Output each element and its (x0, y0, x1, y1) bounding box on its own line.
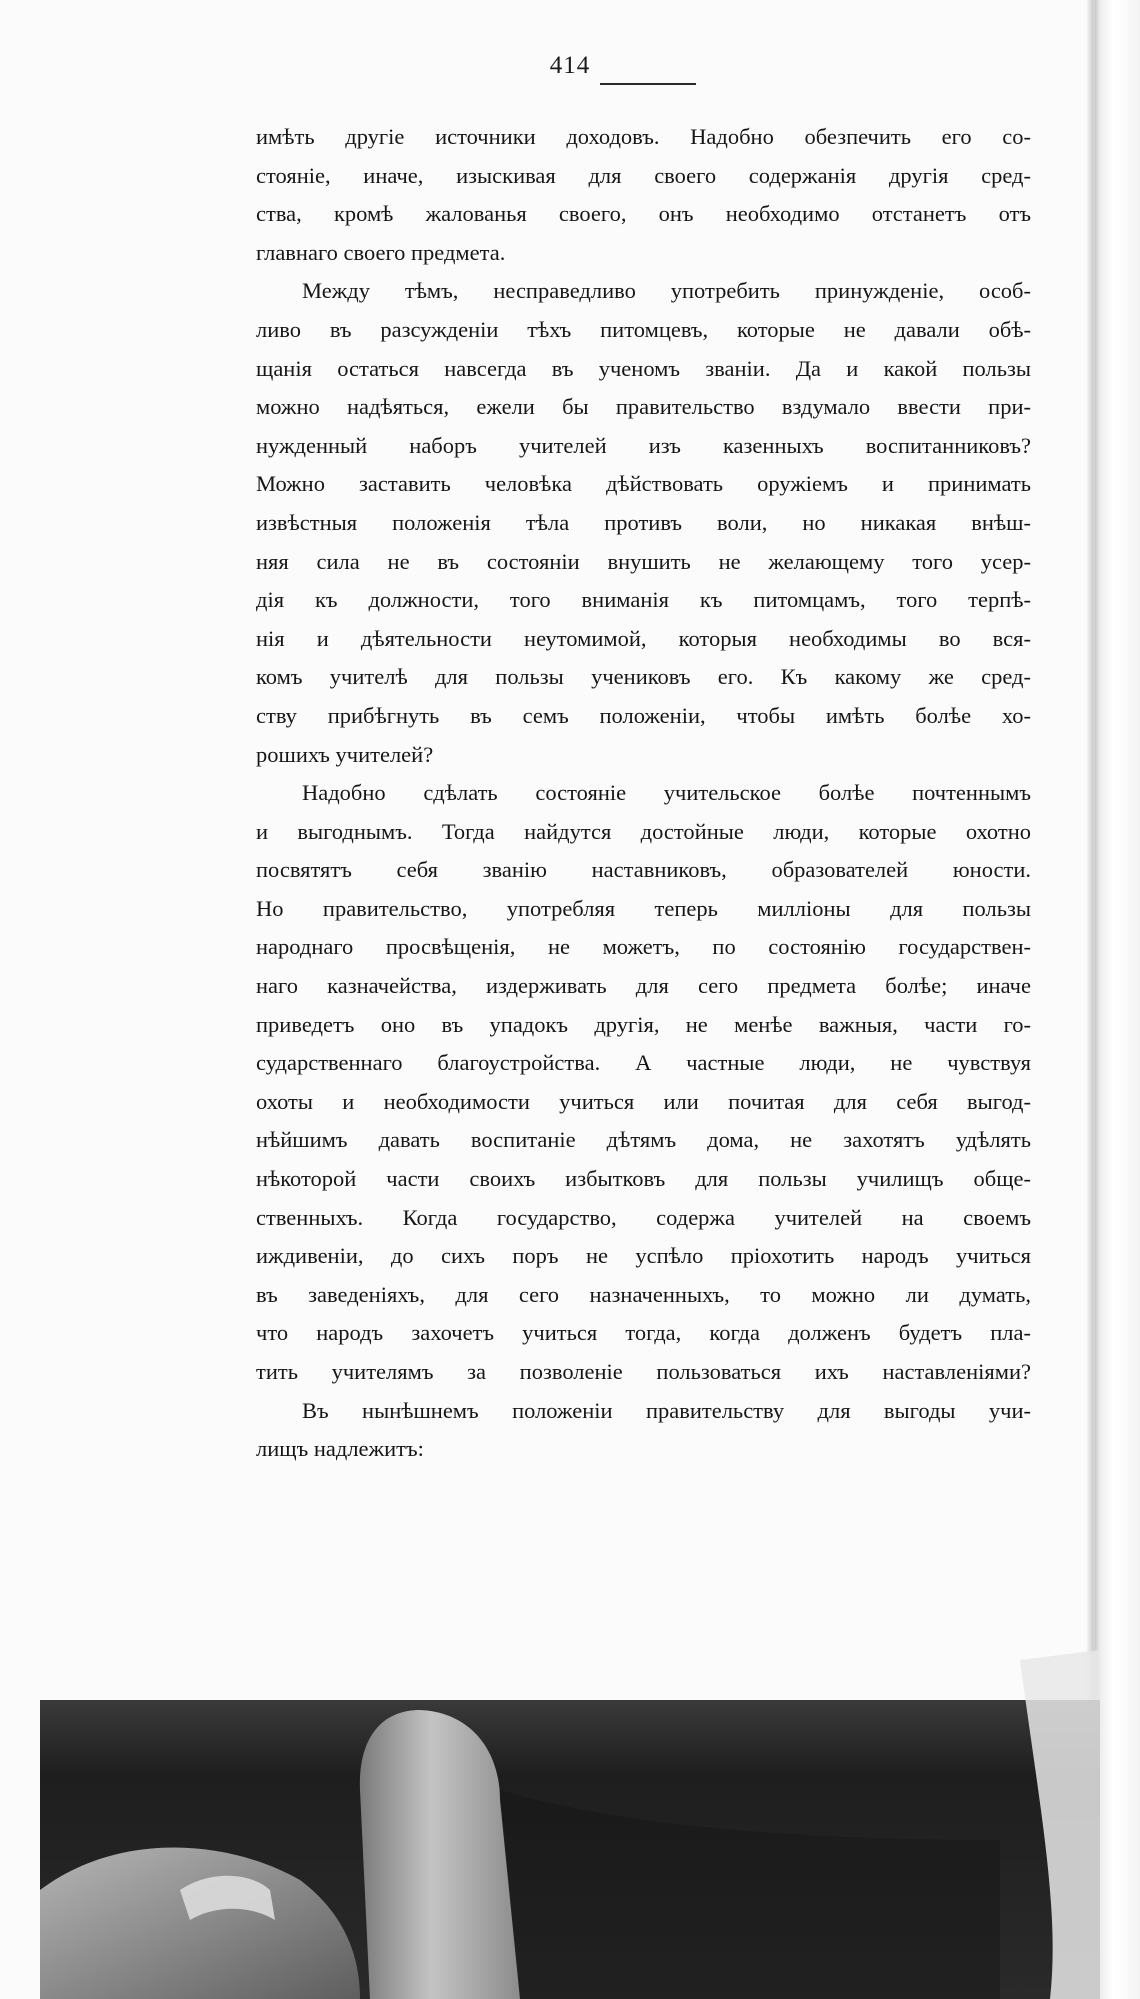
text-line: нѣйшимъ давать воспитаніе дѣтямъ дома, не захотятъ удѣлять (256, 1127, 1031, 1153)
text-line: Между тѣмъ, несправедливо употребить принужденіе, особ- (302, 278, 1031, 304)
text-line: ственныхъ. Когда государство, содержа учителей на своемъ (256, 1204, 1031, 1230)
text-line: извѣстныя положенія тѣла противъ воли, но никакая внѣш- (256, 509, 1031, 535)
text-line: дія къ должности, того вниманія къ питомцамъ, того терпѣ- (256, 587, 1031, 613)
text-line: Можно заставить человѣка дѣйствовать оружіемъ и принимать (256, 471, 1031, 497)
text-line: сударственнаго благоустройства. А частные люди, не чувствуя (256, 1050, 1031, 1076)
text-line: комъ учителѣ для пользы учениковъ его. Къ какому же сред- (256, 664, 1031, 690)
text-line: Въ нынѣшнемъ положеніи правительству для выгоды учи- (302, 1397, 1031, 1423)
text-line: тить учителямъ за позволеніе пользоваться ихъ наставленіями? (256, 1359, 1031, 1384)
text-line: нужденный наборъ учителей изъ казенныхъ воспитанниковъ? (256, 432, 1031, 458)
text-line: ства, кромѣ жалованья своего, онъ необходимо отстанетъ отъ (256, 201, 1031, 227)
text-line: лищъ надлежитъ: (256, 1436, 424, 1462)
text-line: въ заведеніяхъ, для сего назначенныхъ, то можно ли думать, (256, 1281, 1031, 1307)
text-line: можно надѣяться, ежели бы правительство вздумало ввести при- (256, 394, 1031, 420)
text-line: рошихъ учителей? (256, 741, 434, 767)
text-line: нія и дѣятельности неутомимой, которыя необходимы во вся- (256, 625, 1031, 651)
text-line: приведетъ оно въ упадокъ другія, не менѣе важныя, части го- (256, 1011, 1031, 1037)
page-number-underline (600, 83, 696, 85)
text-line: посвятятъ себя званію наставниковъ, образователей юности. (256, 857, 1031, 883)
text-line: иждивеніи, до сихъ поръ не успѣло пріохотить народъ учиться (256, 1243, 1031, 1269)
text-line: нѣкоторой части своихъ избытковъ для пользы училищъ обще- (256, 1166, 1031, 1192)
body-text (256, 118, 1031, 1469)
text-line: наго казначейства, издерживать для сего предмета болѣе; иначе (256, 973, 1031, 999)
text-line: стояніе, иначе, изыскивая для своего содержанія другія сред- (256, 162, 1031, 188)
text-line: ливо въ разсужденіи тѣхъ питомцевъ, которые не давали обѣ- (256, 316, 1031, 342)
text-line: народнаго просвѣщенія, не можетъ, по состоянію государствен- (256, 934, 1031, 960)
page-number: 414 (549, 52, 591, 79)
text-line: что народъ захочетъ учиться тогда, когда долженъ будетъ пла- (256, 1320, 1031, 1346)
text-line: охоты и необходимости учиться или почитая для себя выгод- (256, 1088, 1031, 1114)
text-line: Надобно сдѣлать состояніе учительское болѣе почтеннымъ (302, 780, 1031, 806)
scanner-hand-area (0, 1590, 1140, 1999)
text-line: имѣть другіе источники доходовъ. Надобно обезпечить его со- (256, 124, 1031, 149)
text-line: щанія остаться навсегда въ ученомъ званіи. Да и какой пользы (256, 355, 1031, 381)
text-line: главнаго своего предмета. (256, 239, 506, 265)
text-line: Но правительство, употребляя теперь милліоны для пользы (256, 895, 1031, 921)
text-line: и выгоднымъ. Тогда найдутся достойные люди, которые охотно (256, 818, 1031, 844)
text-line: ству прибѣгнуть въ семъ положеніи, чтобы имѣть болѣе хо- (256, 702, 1031, 728)
text-line: няя сила не въ состояніи внушить не желающему того усер- (256, 548, 1031, 574)
